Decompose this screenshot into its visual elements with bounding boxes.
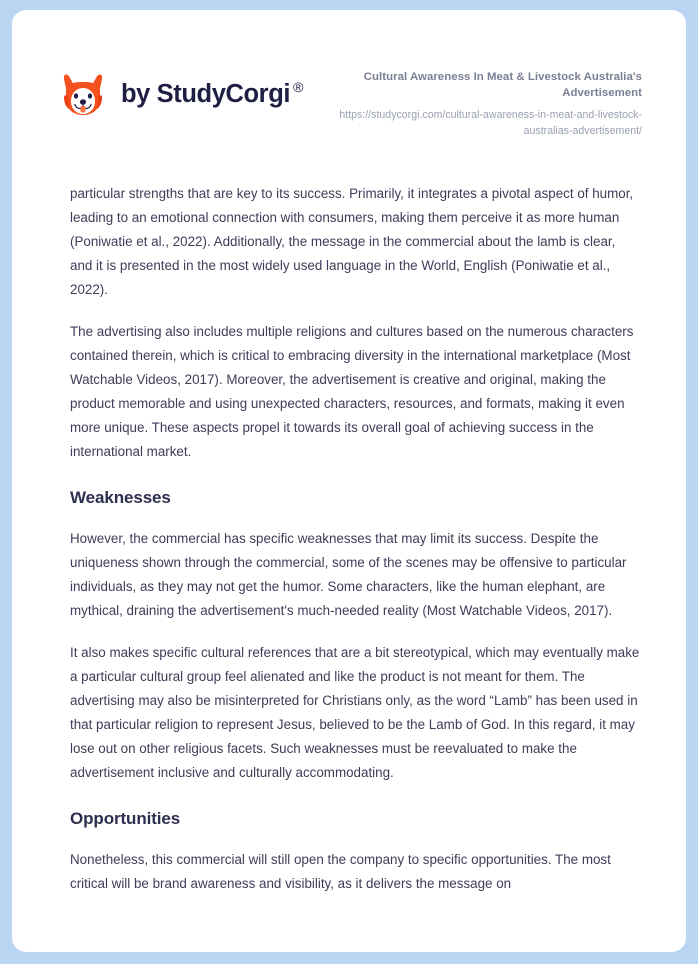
document-page [12,10,686,952]
registered-trademark-icon: ® [293,79,303,96]
section-heading: Opportunities [70,808,181,828]
brand-logo-group [58,70,303,120]
corgi-logo-icon [58,70,108,120]
document-source-url: https://studycorgi.com/cultural-awareness-in-meat-and-livestock-australias-advertisement/ [339,109,642,137]
document-header [12,10,686,139]
body-paragraph: However, the commercial has specific weaknesses that may limit its success. Despite the uniqueness shown through the commercial, some of the scenes may be offensive to particular individuals, as they may not get the humor. Some characters, like the human elephant, are mythical, draining the advertisement's much-needed reality (Most Watchable Videos, 2017). [70,530,627,618]
body-paragraph: The advertising also includes multiple religions and cultures based on the numerous characters contained therein, which is critical to embracing diversity in the international marketplace (Most Watchable Videos, 2017). Moreover, the advertisement is creative and original, making the product memorable and using unexpected characters, resources, and formats, making it even more unique. These aspects propel it towards its overall goal of achieving success in the international market. [70,323,634,459]
body-paragraph: particular strengths that are key to its success. Primarily, it integrates a pivotal aspect of humor, leading to an emotional connection with consumers, making them perceive it as more human (Poniwatie et al., 2022). Additionally, the message in the commercial about the lamb is clear, and it is presented in the most widely used language in the World, English (Poniwatie et al., 2022). [70,185,634,297]
header-meta [324,62,642,139]
body-paragraph: Nonetheless, this commercial will still open the company to specific opportunities. The most critical will be brand awareness and visibility, as it delivers the message on [70,852,611,892]
document-title: Cultural Awareness In Meat & Livestock Australia's Advertisement [363,71,642,99]
body-paragraph: It also makes specific cultural references that are a bit stereotypical, which may eventually make a particular cultural group feel alienated and like the product is not meant for them. The advertising may also be misinterpreted for Christians only, as the word “Lamb” has been used in that particular religion to represent Jesus, believed to be the Lamb of God. In this regard, it may lose out on other religious facets. Such weaknesses must be reevaluated to make the advertisement inclusive and culturally accommodating. [70,644,640,780]
brand-name-text: by StudyCorgi [121,80,291,109]
brand-wordmark [121,79,303,109]
section-heading: Weaknesses [70,487,171,507]
document-content [12,182,686,897]
